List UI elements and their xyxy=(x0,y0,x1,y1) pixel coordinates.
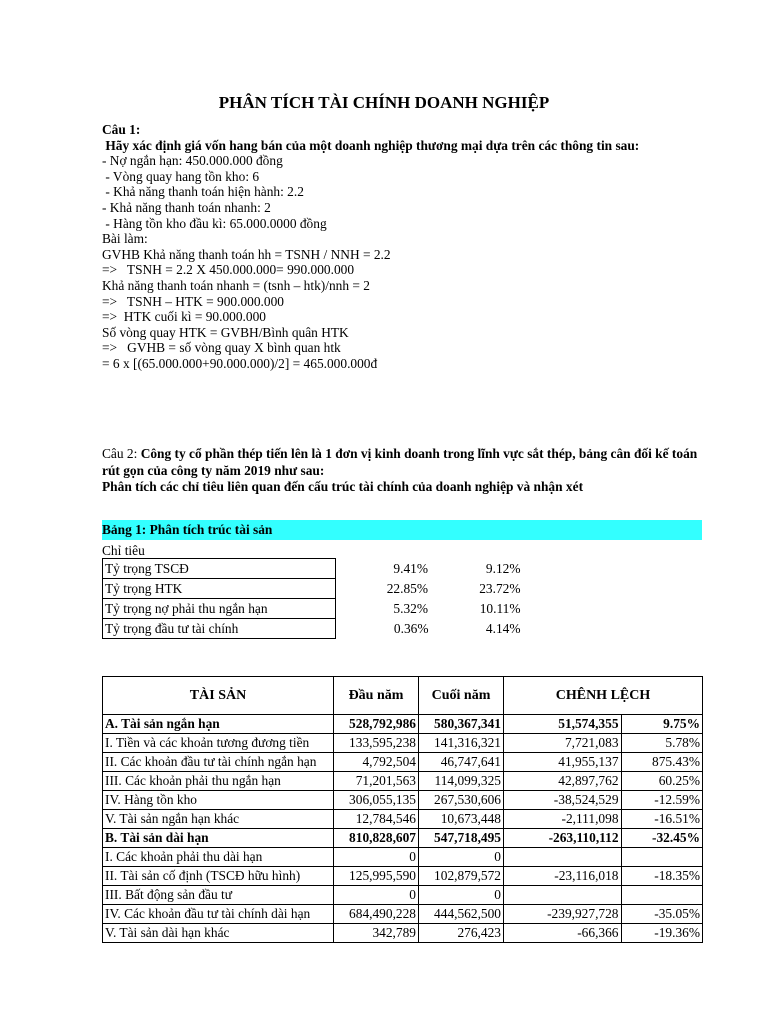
value-end: 276,423 xyxy=(419,924,504,943)
value-start: 810,828,607 xyxy=(334,829,419,848)
q1-line: Số vòng quay HTK = GVBH/Bình quân HTK xyxy=(102,324,349,340)
q1-line: => TSNH = 2.2 X 450.000.000= 990.000.000 xyxy=(102,262,355,278)
ratio-value-start: 0.36% xyxy=(393,620,429,636)
q1-line: - Khả năng thanh toán nhanh: 2 xyxy=(102,199,271,215)
value-diff: 51,574,355 xyxy=(504,715,622,734)
table1-title: Bảng 1: Phân tích trúc tài sản xyxy=(102,520,702,540)
value-end: 444,562,500 xyxy=(419,905,504,924)
q2-task: Phân tích các chỉ tiêu liên quan đến cấu trúc tài chính của doanh nghiệp và nhận xét xyxy=(102,479,584,494)
q2-text: Công ty cổ phần thép tiến lên là 1 đơn vị kinh doanh trong lĩnh vực sắt thép, bảng cân đối kế toán rút gọn của công ty năm 2019 như sau: xyxy=(102,446,698,478)
value-end: 0 xyxy=(419,886,504,905)
q1-heading: Câu 1: xyxy=(102,122,141,137)
table-row xyxy=(103,848,703,867)
value-start: 12,784,546 xyxy=(334,810,419,829)
value-pct: -32.45% xyxy=(621,829,702,848)
value-start: 125,995,590 xyxy=(334,867,419,886)
value-start: 133,595,238 xyxy=(334,734,419,753)
table-row xyxy=(103,715,703,734)
q1-line: = 6 x [(65.000.000+90.000.000)/2] = 465.000.000đ xyxy=(102,355,378,371)
value-start: 0 xyxy=(334,848,419,867)
value-pct: 9.75% xyxy=(621,715,702,734)
value-pct: 5.78% xyxy=(621,734,702,753)
q1-prompt: Hãy xác định giá vốn hang bán của một doanh nghiệp thương mại dựa trên các thông tin sau: xyxy=(102,137,640,153)
table-row xyxy=(103,772,703,791)
table-row xyxy=(103,924,703,943)
q1-line: - Khả năng thanh toán hiện hành: 2.2 xyxy=(102,184,304,200)
q1-line: - Nợ ngắn hạn: 450.000.000 đồng xyxy=(102,153,283,169)
asset-name: I. Tiền và các khoản tương đương tiền xyxy=(103,734,334,753)
value-pct: 875.43% xyxy=(621,753,702,772)
value-diff: -23,116,018 xyxy=(504,867,622,886)
q1-line: => HTK cuối kì = 90.000.000 xyxy=(102,309,266,325)
ratio-value-end: 10.11% xyxy=(479,600,521,616)
value-diff: 7,721,083 xyxy=(504,734,622,753)
table-row xyxy=(103,829,703,848)
q1-line: => GVHB = số vòng quay X bình quan htk xyxy=(102,340,341,356)
value-diff: -2,111,098 xyxy=(504,810,622,829)
value-diff xyxy=(504,848,622,867)
ratio-value-end: 4.14% xyxy=(485,620,521,636)
value-end: 46,747,641 xyxy=(419,753,504,772)
value-end: 580,367,341 xyxy=(419,715,504,734)
value-pct: 60.25% xyxy=(621,772,702,791)
value-diff: -239,927,728 xyxy=(504,905,622,924)
header-chenh-lech: CHÊNH LỆCH xyxy=(504,677,703,715)
asset-name: II. Tài sản cố định (TSCĐ hữu hình) xyxy=(103,867,334,886)
ratio-table xyxy=(102,558,523,639)
value-start: 528,792,986 xyxy=(334,715,419,734)
ratio-name: Tỷ trọng TSCĐ xyxy=(103,559,336,579)
ratio-name: Tỷ trọng HTK xyxy=(103,579,336,599)
value-start: 4,792,504 xyxy=(334,753,419,772)
value-pct: -35.05% xyxy=(621,905,702,924)
value-diff: -38,524,529 xyxy=(504,791,622,810)
value-end: 0 xyxy=(419,848,504,867)
value-diff: -66,366 xyxy=(504,924,622,943)
ratio-row xyxy=(103,579,523,599)
value-end: 114,099,325 xyxy=(419,772,504,791)
q1-line: - Vòng quay hang tồn kho: 6 xyxy=(102,168,260,184)
asset-name: B. Tài sản dài hạn xyxy=(103,829,334,848)
q1-line: => TSNH – HTK = 900.000.000 xyxy=(102,293,284,309)
ratio-name: Tỷ trọng nợ phải thu ngắn hạn xyxy=(103,599,336,619)
value-start: 342,789 xyxy=(334,924,419,943)
q1-line: Khả năng thanh toán nhanh = (tsnh – htk)/nnh = 2 xyxy=(102,277,370,293)
question-2 xyxy=(102,446,707,496)
q2-label: Câu 2: xyxy=(102,446,141,461)
q1-line: GVHB Khả năng thanh toán hh = TSNH / NNH = 2.2 xyxy=(102,246,391,262)
q1-line: Bài làm: xyxy=(102,231,148,247)
asset-name: A. Tài sản ngắn hạn xyxy=(103,715,334,734)
table-row xyxy=(103,867,703,886)
value-start: 0 xyxy=(334,886,419,905)
q1-line: - Hàng tồn kho đầu kì: 65.000.0000 đồng xyxy=(102,215,327,231)
table-row xyxy=(103,810,703,829)
asset-name: I. Các khoản phải thu dài hạn xyxy=(103,848,334,867)
value-pct: -19.36% xyxy=(621,924,702,943)
value-start: 71,201,563 xyxy=(334,772,419,791)
value-end: 547,718,495 xyxy=(419,829,504,848)
value-end: 267,530,606 xyxy=(419,791,504,810)
ratio-value-start: 5.32% xyxy=(393,600,428,616)
header-dau-nam: Đầu năm xyxy=(334,677,419,715)
q1-solution-lines xyxy=(102,153,722,371)
ratio-name: Tỷ trọng đầu tư tài chính xyxy=(103,619,336,639)
value-end: 141,316,321 xyxy=(419,734,504,753)
ratio-value-start: 9.41% xyxy=(393,560,428,576)
table-row xyxy=(103,791,703,810)
table-row xyxy=(103,905,703,924)
header-tai-san: TÀI SẢN xyxy=(103,677,334,715)
value-diff: 42,897,762 xyxy=(504,772,622,791)
value-diff: -263,110,112 xyxy=(504,829,622,848)
value-diff: 41,955,137 xyxy=(504,753,622,772)
asset-name: V. Tài sản dài hạn khác xyxy=(103,924,334,943)
asset-name: V. Tài sản ngắn hạn khác xyxy=(103,810,334,829)
value-pct xyxy=(621,886,702,905)
ratio-row xyxy=(103,559,523,579)
ratio-row xyxy=(103,619,523,639)
header-cuoi-nam: Cuối năm xyxy=(419,677,504,715)
asset-name: III. Các khoản phải thu ngắn hạn xyxy=(103,772,334,791)
table-row xyxy=(103,753,703,772)
value-end: 102,879,572 xyxy=(419,867,504,886)
value-start: 684,490,228 xyxy=(334,905,419,924)
value-pct: -18.35% xyxy=(621,867,702,886)
ratio-value-end: 9.12% xyxy=(485,560,521,576)
table-row xyxy=(103,734,703,753)
asset-name: IV. Hàng tồn kho xyxy=(103,791,334,810)
value-end: 10,673,448 xyxy=(419,810,504,829)
asset-name: III. Bất động sản đầu tư xyxy=(103,886,334,905)
value-start: 306,055,135 xyxy=(334,791,419,810)
table1-column-label: Chỉ tiêu xyxy=(102,543,145,558)
table-row xyxy=(103,886,703,905)
ratio-value-end: 23.72% xyxy=(479,580,521,596)
value-pct xyxy=(621,848,702,867)
ratio-value-start: 22.85% xyxy=(386,580,428,596)
ratio-row xyxy=(103,599,523,619)
page-title: PHÂN TÍCH TÀI CHÍNH DOANH NGHIỆP xyxy=(218,93,550,112)
value-pct: -16.51% xyxy=(621,810,702,829)
assets-table xyxy=(102,676,703,943)
value-diff xyxy=(504,886,622,905)
asset-name: II. Các khoản đầu tư tài chính ngắn hạn xyxy=(103,753,334,772)
question-1 xyxy=(102,122,722,372)
value-pct: -12.59% xyxy=(621,791,702,810)
asset-name: IV. Các khoản đầu tư tài chính dài hạn xyxy=(103,905,334,924)
